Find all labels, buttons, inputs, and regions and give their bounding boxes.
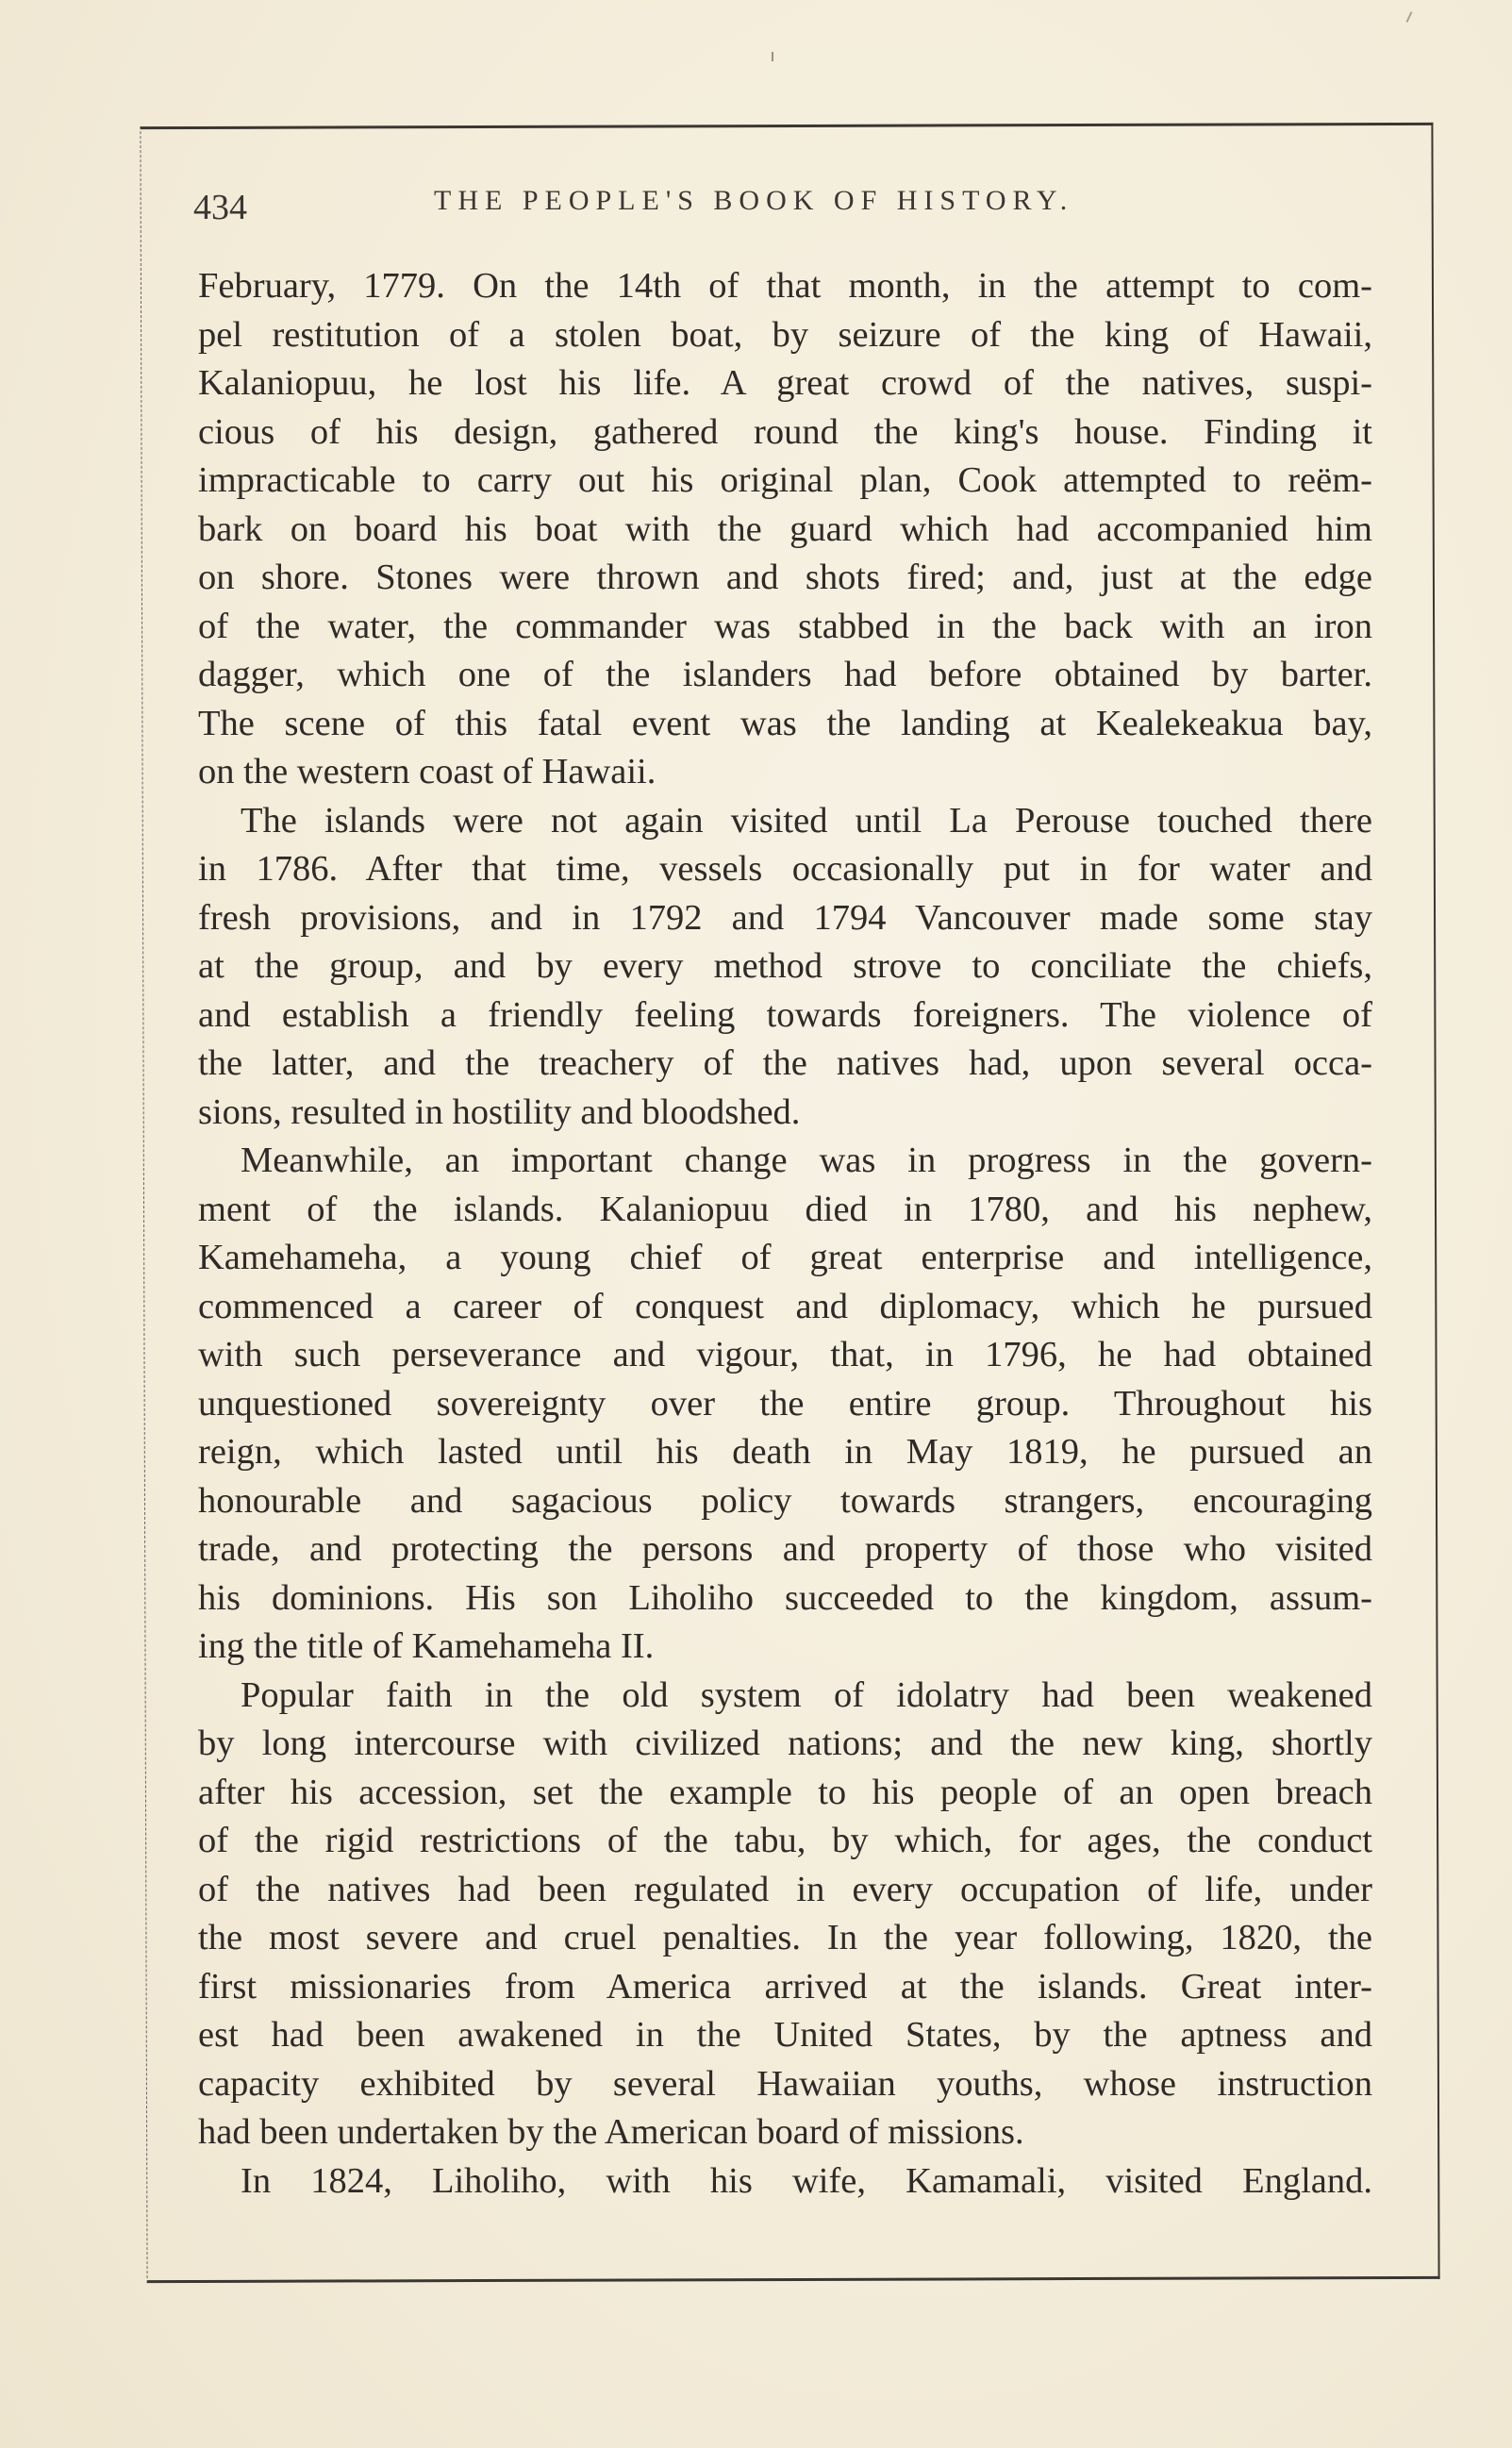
text-line: capacity exhibited by several Hawaiian youths, whose instruction [198,2063,1372,2104]
text-line: bark on board his boat with the guard which had accompanied him [198,508,1372,549]
text-line: Popular faith in the old system of idolatry had been weakened [241,1674,1372,1715]
text-line: unquestioned sovereignty over the entire group. Throughout his [198,1383,1372,1424]
text-line: the most severe and cruel penalties. In the year following, 1820, the [198,1918,1372,1957]
page-mark [1406,11,1413,23]
text-line: dagger, which one of the islanders had before obtained by barter. [198,655,1372,694]
page-mark [772,52,773,61]
text-line: Kalaniopuu, he lost his life. A great crowd of the natives, suspi- [198,363,1372,403]
text-line: of the natives had been regulated in every occupation of life, under [198,1869,1372,1909]
text-line: In 1824, Liholiho, with his wife, Kamamali, visited England. [241,2160,1372,2201]
text-line: his dominions. His son Liholiho succeeded to the kingdom, assum- [198,1577,1372,1618]
text-line: on shore. Stones were thrown and shots fired; and, just at the edge [198,558,1372,597]
text-line: of the rigid restrictions of the tabu, by which, for ages, the conduct [198,1821,1372,1860]
text-line: sions, resulted in hostility and bloodshed. [198,1091,801,1132]
text-line: impracticable to carry out his original plan, Cook attempted to reëm- [198,460,1372,500]
text-line: The islands were not again visited until La Perouse touched there [241,800,1372,841]
text-line: and establish a friendly feeling towards foreigners. The violence of [198,994,1372,1035]
text-line: at the group, and by every method strove to conciliate the chiefs, [198,946,1372,986]
text-line: first missionaries from America arrived at the islands. Great inter- [198,1966,1372,2007]
text-line: in 1786. After that time, vessels occasionally put in for water and [198,849,1372,889]
text-line: fresh provisions, and in 1792 and 1794 Vancouver made some stay [198,897,1372,938]
text-line: trade, and protecting the persons and property of those who visited [198,1529,1372,1569]
page-header [193,179,1429,226]
text-line: by long intercourse with civilized nations; and the new king, shortly [198,1724,1372,1763]
text-line: ing the title of Kamehameha II. [198,1626,655,1666]
body-text [198,262,1372,2206]
text-line: of the water, the commander was stabbed in the back with an iron [198,606,1372,646]
text-line: with such perseverance and vigour, that, in 1796, he had obtained [198,1335,1372,1374]
text-line: commenced a career of conquest and diplomacy, which he pursued [198,1286,1372,1326]
text-line: after his accession, set the example to his people of an open breach [198,1772,1372,1812]
text-line: on the western coast of Hawaii. [198,752,656,791]
text-line: honourable and sagacious policy towards strangers, encouraging [198,1480,1372,1521]
text-line: ment of the islands. Kalaniopuu died in 1780, and his nephew, [198,1189,1372,1229]
text-line: pel restitution of a stolen boat, by seizure of the king of Hawaii, [198,314,1372,355]
text-line: the latter, and the treachery of the natives had, upon several occa- [198,1043,1372,1083]
text-line: reign, which lasted until his death in May 1819, he pursued an [198,1432,1372,1472]
text-line: cious of his design, gathered round the king's house. Finding it [198,411,1372,452]
running-title: THE PEOPLE'S BOOK OF HISTORY. [434,185,1074,216]
text-line: had been undertaken by the American board of missions. [198,2112,1024,2152]
text-line: Kamehameha, a young chief of great enterprise and intelligence, [198,1238,1372,1277]
text-line: February, 1779. On the 14th of that month, in the attempt to com- [198,266,1372,306]
page-number: 434 [193,188,247,227]
text-line: Meanwhile, an important change was in progress in the govern- [241,1141,1372,1180]
text-line: est had been awakened in the United States, by the aptness and [198,2015,1372,2055]
text-line: The scene of this fatal event was the landing at Kealekeakua bay, [198,703,1372,743]
